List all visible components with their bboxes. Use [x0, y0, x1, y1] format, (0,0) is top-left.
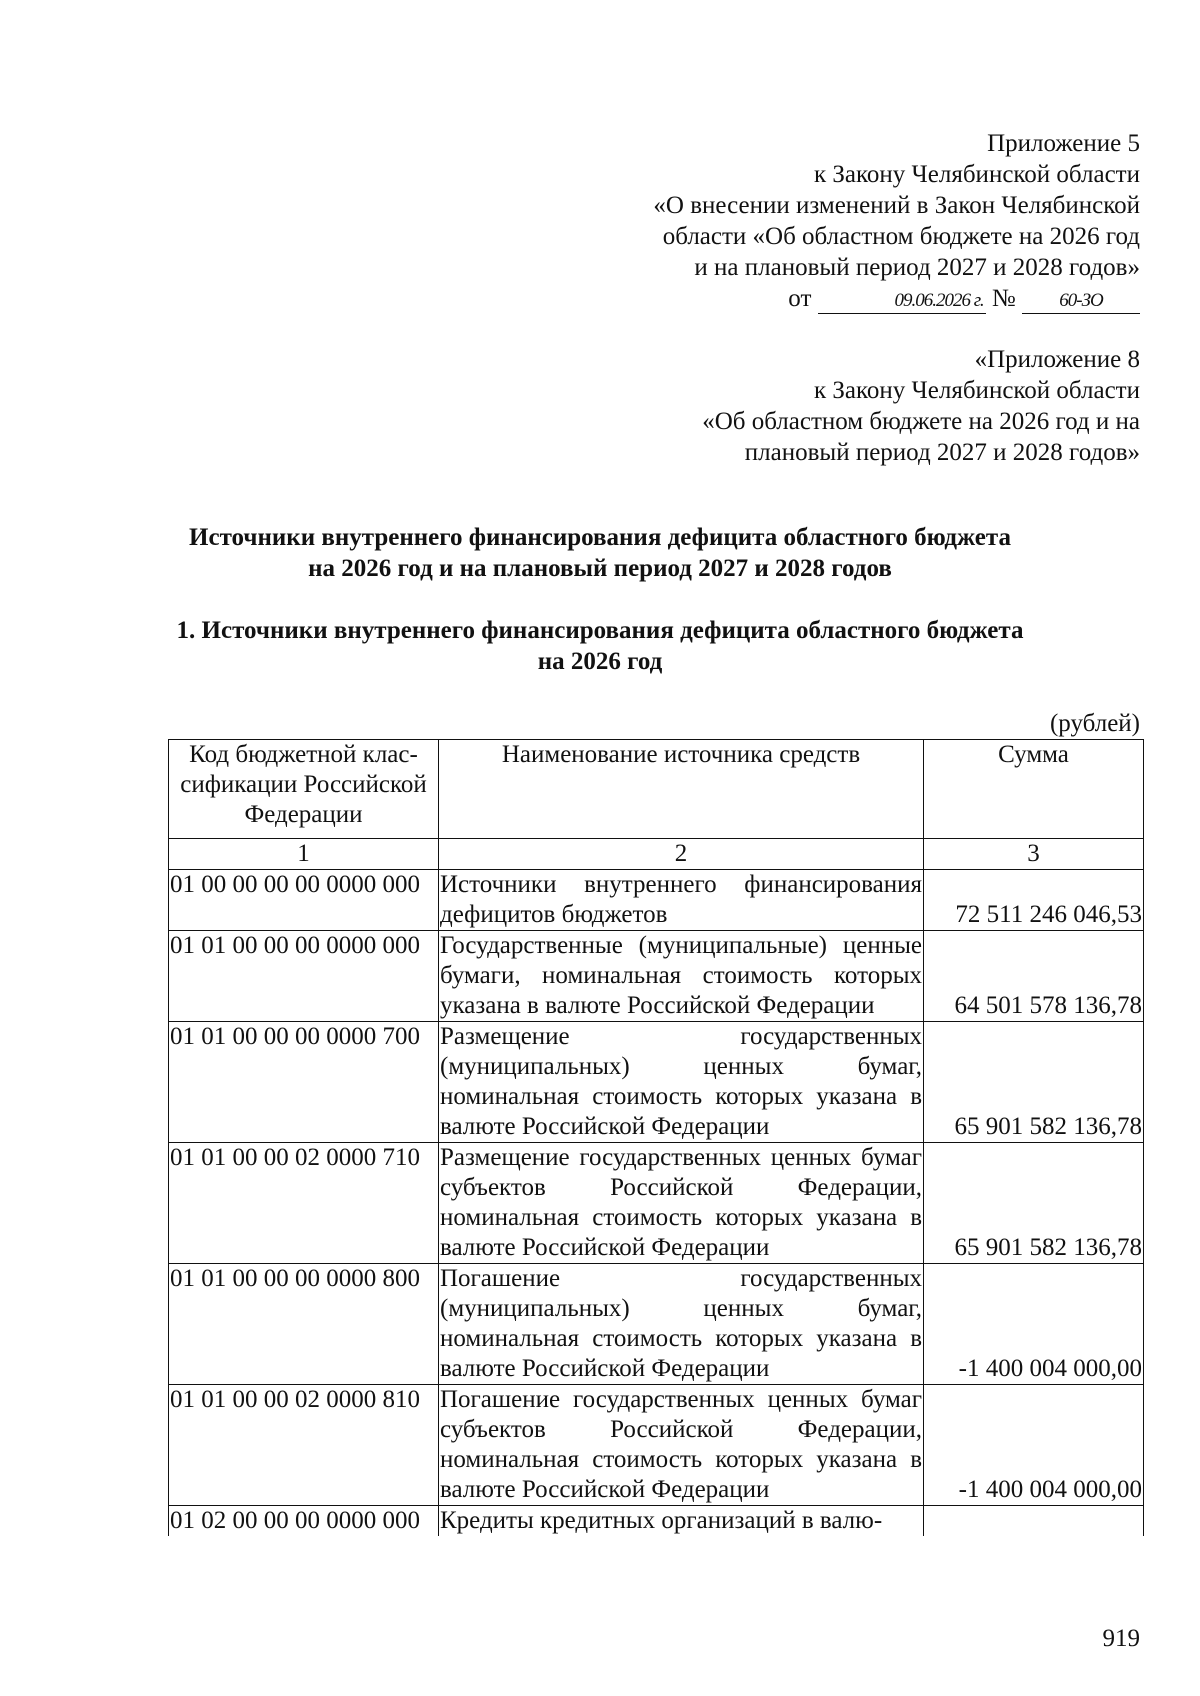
- table-row: [169, 870, 1144, 931]
- law-date-field: 09.06.2026 г.: [818, 289, 986, 314]
- section-title: [0, 615, 1200, 677]
- table-row: [169, 1022, 1144, 1143]
- table-row: [169, 1385, 1144, 1506]
- source-name-cell: Государственные (муниципальные) ценные бумаги, номинальная стоимость которых указана в валюте Российской Федерации: [439, 931, 924, 1022]
- appendix-8-line: «Об областном бюджете на 2026 год и на: [702, 408, 1140, 435]
- amount-cell: 64 501 578 136,78: [924, 931, 1144, 1022]
- table-row: [169, 1143, 1144, 1264]
- table-body: [169, 870, 1144, 1537]
- appendix-8-line: плановый период 2027 и 2028 годов»: [744, 439, 1140, 466]
- appendix-8-header: [702, 344, 1140, 468]
- units-label: (рублей): [1049, 710, 1140, 737]
- financing-sources-table: [168, 739, 1144, 1536]
- column-number: 3: [924, 839, 1144, 870]
- budget-code-cell: 01 00 00 00 00 0000 000: [169, 870, 439, 931]
- source-name-cell: Погашение государственных (муниципальных) ценных бумаг, номинальная стоимость которых указана в валюте Российской Федерации: [439, 1264, 924, 1385]
- amount-cell: 65 901 582 136,78: [924, 1143, 1144, 1264]
- source-name-cell: Кредиты кредитных организаций в валю-: [439, 1506, 924, 1537]
- column-number-row: [169, 839, 1144, 870]
- amount-cell: [924, 1506, 1144, 1537]
- column-number: 2: [439, 839, 924, 870]
- table-row: [169, 931, 1144, 1022]
- document-title-line: на 2026 год и на плановый период 2027 и 2028 годов: [308, 555, 892, 582]
- budget-code-cell: 01 02 00 00 00 0000 000: [169, 1506, 439, 1537]
- law-number-field: 60-ЗО: [1022, 289, 1140, 314]
- budget-code-cell: 01 01 00 00 00 0000 700: [169, 1022, 439, 1143]
- budget-code-cell: 01 01 00 00 00 0000 000: [169, 931, 439, 1022]
- from-label: от: [788, 285, 812, 312]
- law-date-number-line: [653, 283, 1140, 314]
- page-number: 919: [1102, 1625, 1140, 1652]
- table-row: [169, 1506, 1144, 1537]
- document-title: [0, 522, 1200, 584]
- appendix-5-header: [653, 128, 1140, 314]
- section-title-line: 1. Источники внутреннего финансирования дефицита областного бюджета: [176, 617, 1024, 644]
- budget-code-cell: 01 01 00 00 02 0000 810: [169, 1385, 439, 1506]
- source-name-cell: Погашение государственных ценных бумаг субъектов Российской Федерации, номинальная стоимость которых указана в валюте Российской Федерации: [439, 1385, 924, 1506]
- amount-cell: -1 400 004 000,00: [924, 1385, 1144, 1506]
- column-header-code: Код бюджетной клас-сификации Российской Федерации: [169, 740, 439, 839]
- amount-cell: 72 511 246 046,53: [924, 870, 1144, 931]
- table-header-row: [169, 740, 1144, 839]
- appendix-8-line: к Закону Челябинской области: [814, 377, 1140, 404]
- appendix-5-line: к Закону Челябинской области: [814, 161, 1140, 188]
- amount-cell: 65 901 582 136,78: [924, 1022, 1144, 1143]
- column-number: 1: [169, 839, 439, 870]
- amount-cell: -1 400 004 000,00: [924, 1264, 1144, 1385]
- budget-code-cell: 01 01 00 00 00 0000 800: [169, 1264, 439, 1385]
- appendix-8-line: «Приложение 8: [974, 346, 1140, 373]
- section-title-line: на 2026 год: [537, 648, 663, 675]
- table-row: [169, 1264, 1144, 1385]
- source-name-cell: Источники внутреннего финансирования дефицитов бюджетов: [439, 870, 924, 931]
- document-title-line: Источники внутреннего финансирования дефицита областного бюджета: [189, 524, 1011, 551]
- source-name-cell: Размещение государственных ценных бумаг субъектов Российской Федерации, номинальная стоимость которых указана в валюте Российской Федерации: [439, 1143, 924, 1264]
- column-header-name: Наименование источника средств: [439, 740, 924, 839]
- budget-code-cell: 01 01 00 00 02 0000 710: [169, 1143, 439, 1264]
- column-header-sum: Сумма: [924, 740, 1144, 839]
- source-name-cell: Размещение государственных (муниципальных) ценных бумаг, номинальная стоимость которых указана в валюте Российской Федерации: [439, 1022, 924, 1143]
- appendix-5-line: Приложение 5: [987, 130, 1140, 157]
- appendix-5-line: «О внесении изменений в Закон Челябинской: [653, 192, 1140, 219]
- appendix-5-line: и на плановый период 2027 и 2028 годов»: [694, 254, 1140, 281]
- appendix-5-line: области «Об областном бюджете на 2026 год: [662, 223, 1140, 250]
- number-sign-label: №: [991, 285, 1016, 312]
